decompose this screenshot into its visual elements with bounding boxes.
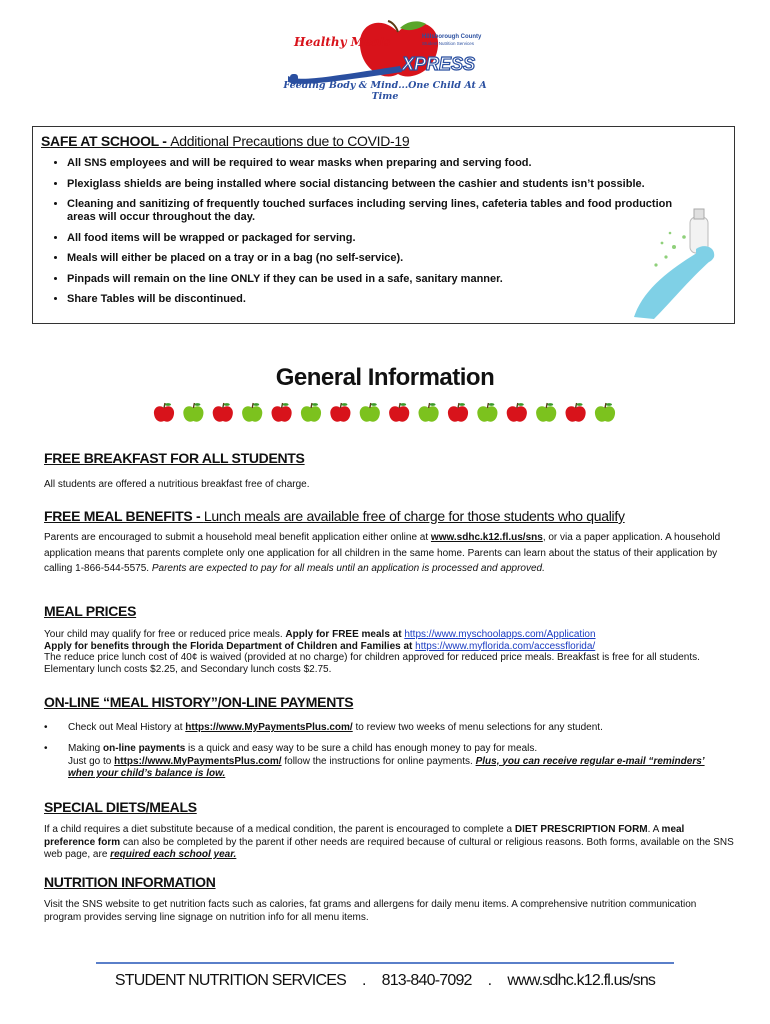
safe-at-school-box [32,126,735,324]
green-apple-icon [595,403,615,422]
logo-tagline: Feeding Body & Mind...One Child At A Time [283,80,487,102]
footer: STUDENT NUTRITION SERVICES . 813-840-7092 . www.sdhc.k12.fl.us/sns [114,972,656,989]
free-breakfast-text: All students are offered a nutritious breakfast free of charge. [44,479,310,490]
list-item: • All food items will be wrapped or packaged for serving. [67,232,727,245]
svg-text:Healthy Meals: Healthy Meals [294,35,391,49]
list-item: • Meals will either be placed on a tray or in a bag (no self-service). [67,252,727,265]
red-apple-icon [213,403,233,422]
footer-website: www.sdhc.k12.fl.us/sns [507,972,656,989]
red-apple-icon [272,403,292,422]
apple-border-icon [150,402,620,424]
green-apple-icon [183,403,203,422]
footer-phone: 813-840-7092 [381,972,472,989]
red-apple-icon [566,403,586,422]
red-apple-icon [330,403,350,422]
list-item: • All SNS employees and will be required to wear masks when preparing and serving food. [67,157,727,170]
myschoolapps-link[interactable]: https://www.myschoolapps.com/Application [404,629,596,640]
safe-at-school-title: SAFE AT SCHOOL - Additional Precautions due to COVID-19 [41,133,410,149]
svg-text:Hillsborough County: Hillsborough County [422,34,482,40]
list-item: • Pinpads will remain on the line ONLY if they can be used in a safe, sanitary manner. [67,273,727,286]
meal-prices-text: Your child may qualify for free or reduced price meals. Apply for FREE meals at https://www.myschoolapps.com/Application Apply for benefits through the Florida Department of Children and Families at https://www.myflorida.com/accessflorida/ The reduce price lunch cost of 40¢ is waived (provided at no charge) for children approved for reduced price meals. Breakfast is free for all students. Elementary lunch costs $2.25, and Secondary lunch costs $2.75. [44,629,700,675]
list-item: • Plexiglass shields are being installed where social distancing between the cashier and students isn’t possible. [67,178,727,191]
special-diets-text: If a child requires a diet substitute because of a medical condition, the parent is encouraged to complete a DIET PRESCRIPTION FORM. A meal preference form can also be completed by the parent if other needs are required because of cultural or religious reasons. Both forms, available on the SNS web page, are required each school year. [44,824,734,860]
red-apple-icon [154,403,174,422]
red-apple-icon [389,403,409,422]
green-apple-icon [536,403,556,422]
free-meal-benefits-text: Parents are encouraged to submit a household meal benefit application either online at www.sdhc.k12.fl.us/sns, or via a paper application. A household application means that parents complete only one application for all children in the same home. Parents can learn about the status of their application by calling 1-866-544-5575. Parents are expected to pay for all meals until an application is processed and approved. [44,532,721,574]
footer-name: STUDENT NUTRITION SERVICES [114,972,346,989]
meal-prices-heading: MEAL PRICES [44,603,137,619]
online-payments-heading: ON-LINE “MEAL HISTORY”/ON-LINE PAYMENTS [44,694,354,710]
mypaymentsplus-link[interactable]: https://www.MyPaymentsPlus.com/ [114,755,282,767]
accessflorida-link[interactable]: https://www.myflorida.com/accessflorida/ [415,640,596,652]
list-item: • Cleaning and sanitizing of frequently touched surfaces including serving lines, cafeteria tables and food production areas will occur throughout the day. [67,198,687,224]
red-apple-icon [448,403,468,422]
green-apple-icon [242,403,262,422]
free-meal-benefits-heading: FREE MEAL BENEFITS - Lunch meals are available free of charge for those students who qualify [44,508,625,524]
sns-website-link[interactable]: www.sdhc.k12.fl.us/sns [430,532,543,543]
green-apple-icon [301,403,321,422]
free-breakfast-heading: FREE BREAKFAST FOR ALL STUDENTS [44,450,305,466]
mypaymentsplus-link[interactable]: https://www.MyPaymentsPlus.com/ [185,722,353,733]
list-item: • Share Tables will be discontinued. [67,293,727,306]
green-apple-icon [419,403,439,422]
green-apple-icon [477,403,497,422]
cleaning-spray-icon [604,207,724,319]
svg-text:Student Nutrition Services: Student Nutrition Services [422,41,475,46]
red-apple-icon [507,403,527,422]
svg-text:XPRESS: XPRESS [402,54,476,74]
nutrition-information-heading: NUTRITION INFORMATION [44,874,216,890]
footer-divider [96,962,674,964]
special-diets-heading: SPECIAL DIETS/MEALS [44,799,197,815]
green-apple-icon [360,403,380,422]
nutrition-information-text: Visit the SNS website to get nutrition facts such as calories, fat grams and allergens for daily menu items. A comprehensive nutrition communication program provides serving line signage on nutrition info for all menu items. [44,899,697,923]
general-information-title: General Information [275,364,495,391]
